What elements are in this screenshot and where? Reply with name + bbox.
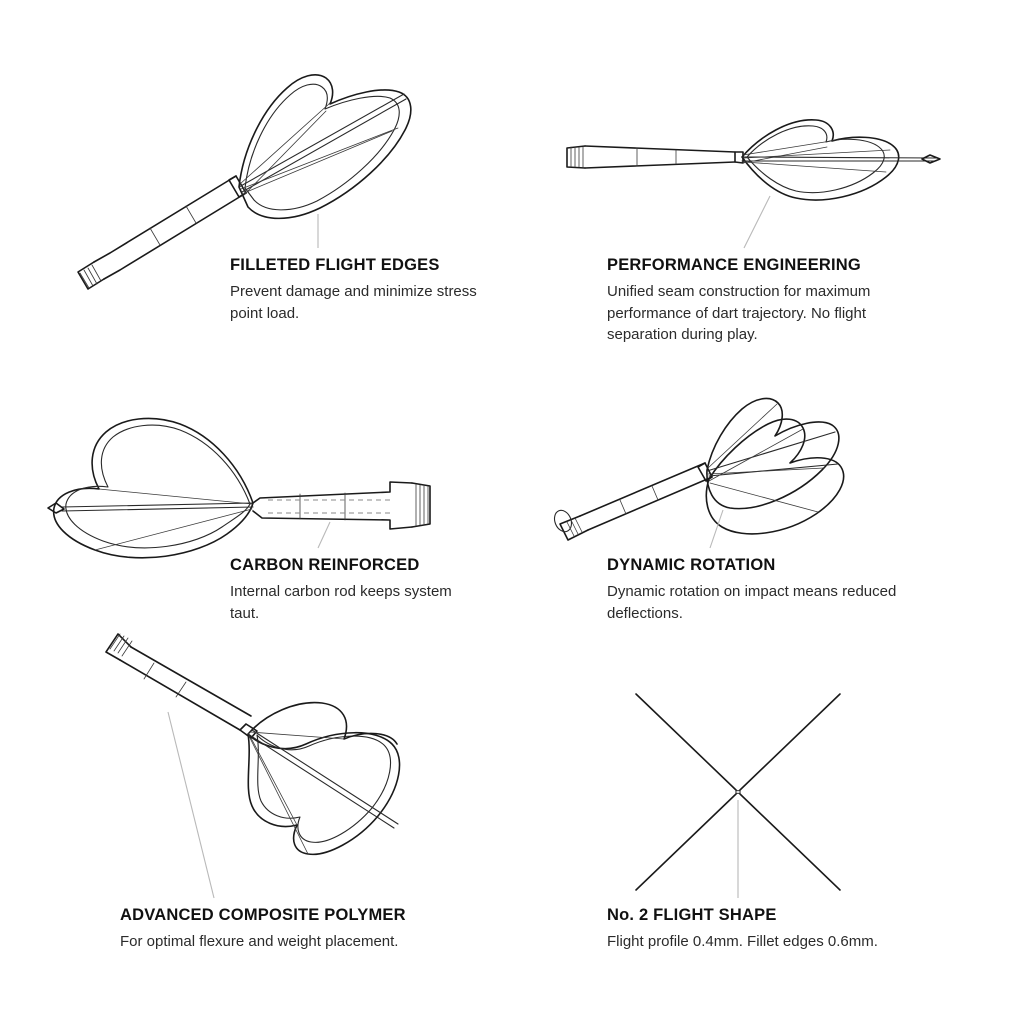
feature-title: ADVANCED COMPOSITE POLYMER bbox=[120, 906, 406, 924]
feature-description: Flight profile 0.4mm. Fillet edges 0.6mm. bbox=[607, 932, 878, 950]
feature-performance-engineering bbox=[607, 256, 917, 346]
illustration-no-2-flight-shape bbox=[636, 694, 840, 898]
feature-description: For optimal flexure and weight placement. bbox=[120, 932, 399, 950]
feature-dynamic-rotation bbox=[607, 556, 907, 624]
illustration-dynamic-rotation bbox=[551, 398, 843, 548]
feature-description: Unified seam construction for maximum performance of dart trajectory. No flight separation during play. bbox=[607, 282, 871, 344]
feature-description: Dynamic rotation on impact means reduced deflections. bbox=[607, 582, 897, 622]
feature-title: PERFORMANCE ENGINEERING bbox=[607, 256, 861, 274]
feature-title: CARBON REINFORCED bbox=[230, 556, 420, 574]
feature-no-2-flight-shape bbox=[607, 906, 947, 953]
feature-description: Internal carbon rod keeps system taut. bbox=[230, 582, 452, 622]
illustration-advanced-composite-polymer bbox=[106, 634, 400, 898]
feature-advanced-composite-polymer bbox=[120, 906, 460, 953]
feature-title: DYNAMIC ROTATION bbox=[607, 556, 776, 574]
feature-filleted-flight-edges bbox=[230, 256, 480, 324]
feature-title: No. 2 FLIGHT SHAPE bbox=[607, 906, 777, 924]
illustration-performance-engineering bbox=[567, 120, 940, 248]
feature-title: FILLETED FLIGHT EDGES bbox=[230, 256, 440, 274]
illustration-carbon-reinforced bbox=[48, 418, 430, 557]
feature-carbon-reinforced bbox=[230, 556, 470, 624]
feature-description: Prevent damage and minimize stress point load. bbox=[230, 282, 477, 322]
